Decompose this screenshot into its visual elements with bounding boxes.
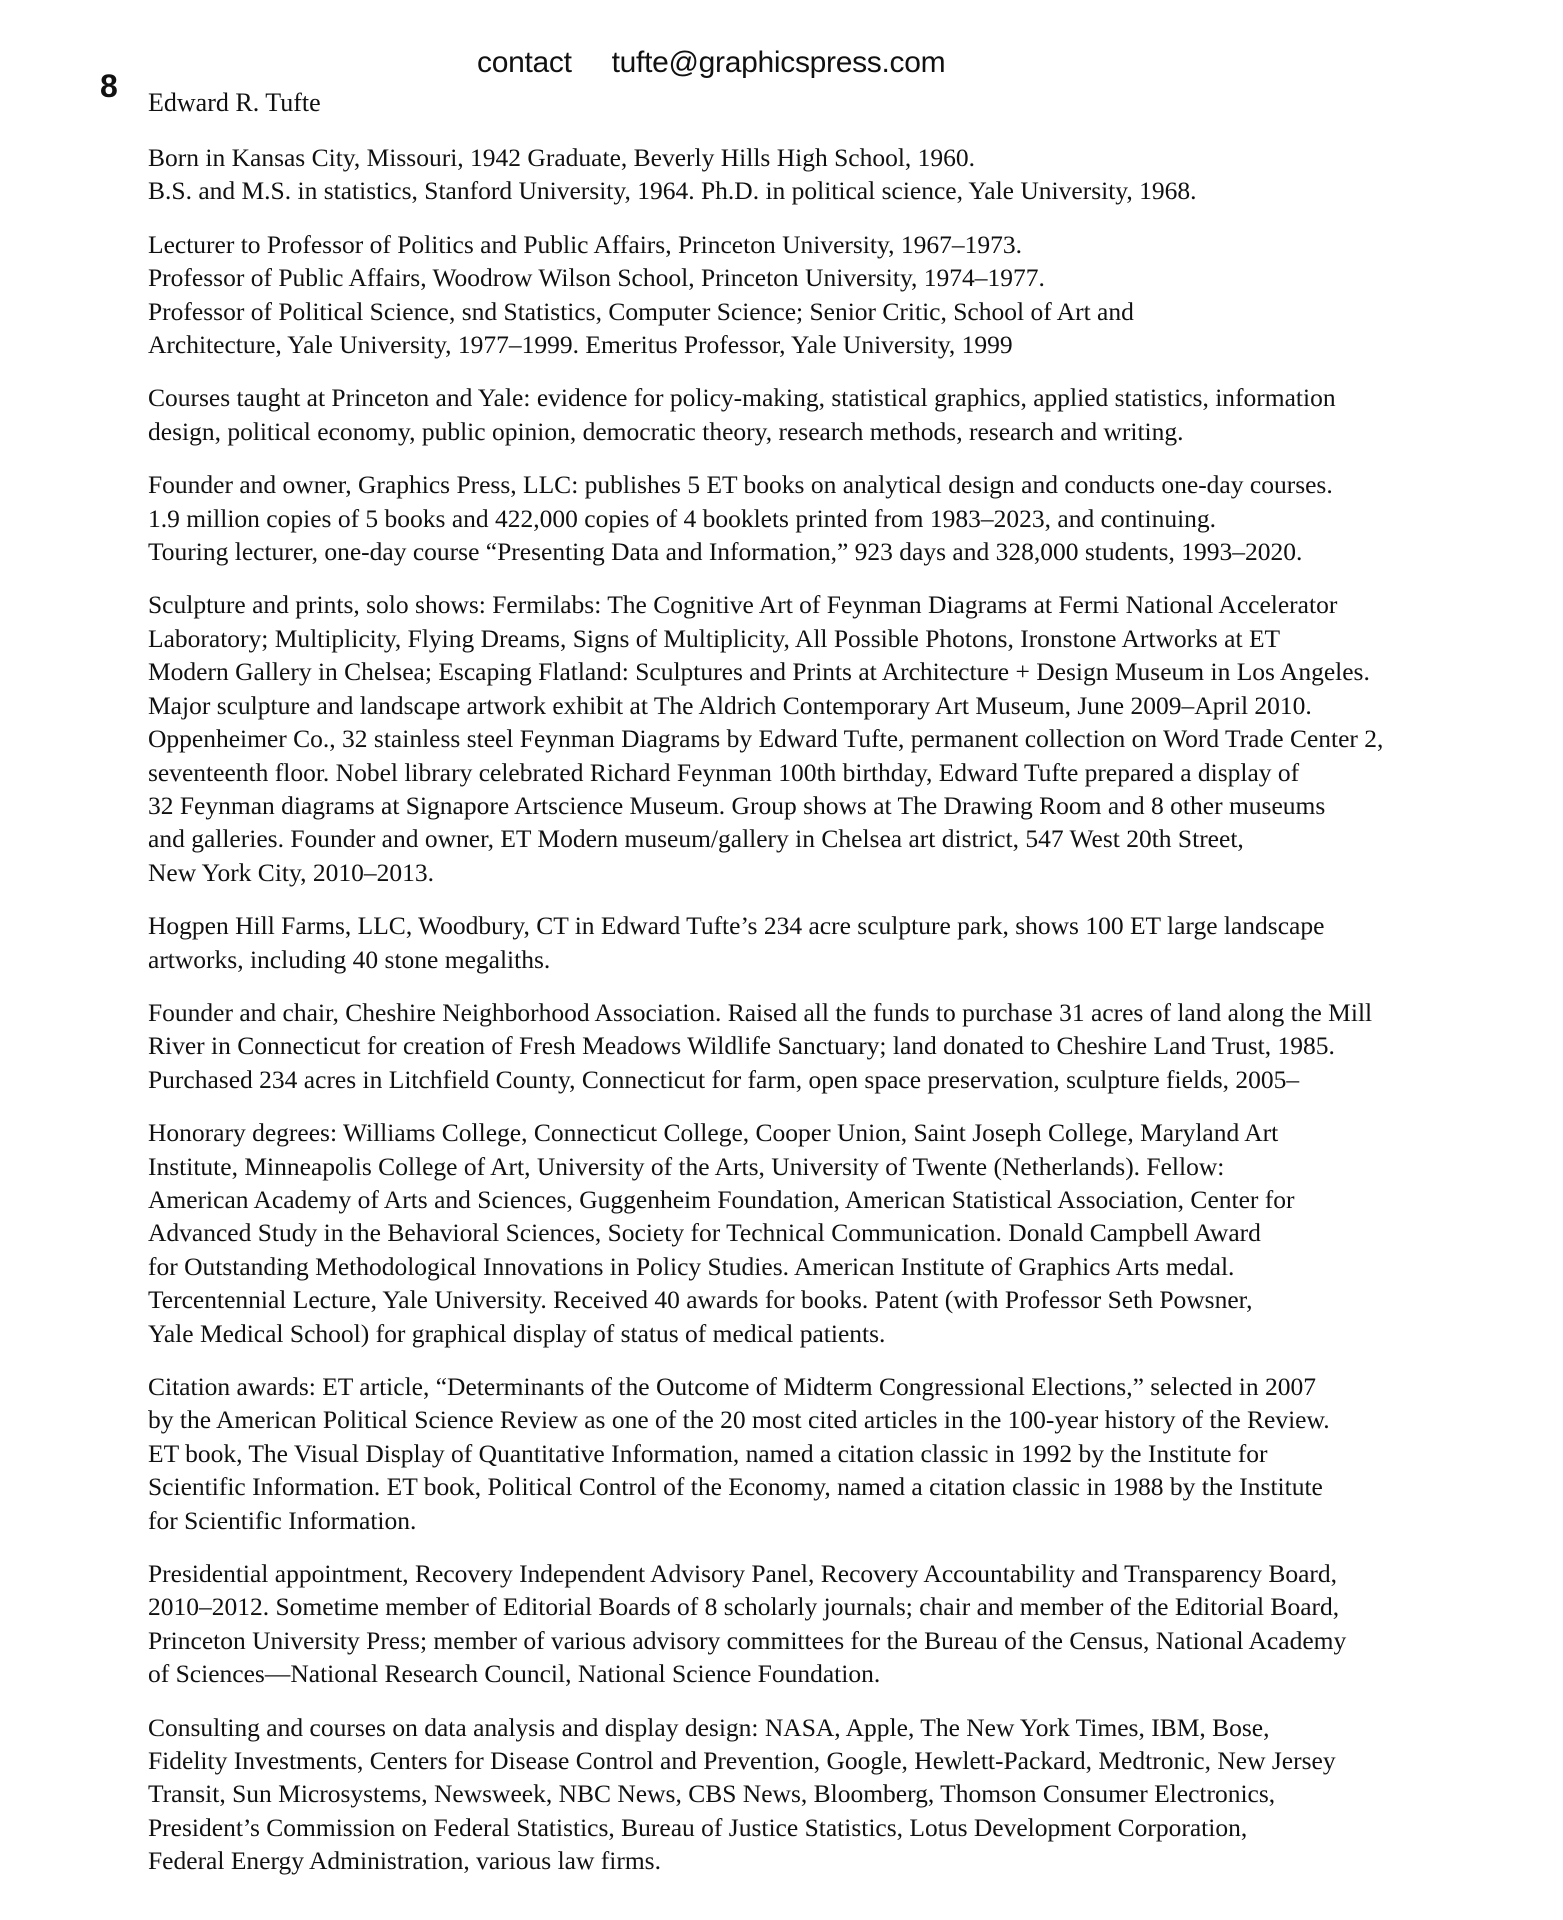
text-line: Founder and chair, Cheshire Neighborhood Association. Raised all the funds to purchase 31 acres of land along the Mill	[148, 997, 1373, 1027]
text-line: Hogpen Hill Farms, LLC, Woodbury, CT in Edward Tufte’s 234 acre sculpture park, shows 100 ET large landscape	[148, 911, 1325, 941]
paragraph-academic-positions	[148, 228, 1548, 362]
text-line: Professor of Political Science, snd Statistics, Computer Science; Senior Critic, School of Art and	[148, 296, 1134, 326]
text-line: by the American Political Science Review as one of the 20 most cited articles in the 100-year history of the Review.	[148, 1405, 1330, 1435]
text-line: Sculpture and prints, solo shows: Fermilabs: The Cognitive Art of Feynman Diagrams at Fermi National Accelerator	[148, 590, 1338, 620]
text-line: Honorary degrees: Williams College, Connecticut College, Cooper Union, Saint Joseph College, Maryland Art	[148, 1118, 1279, 1148]
text-line: 2010–2012. Sometime member of Editorial Boards of 8 scholarly journals; chair and member of the Editorial Board,	[148, 1592, 1340, 1622]
paragraph-consulting	[148, 1711, 1548, 1878]
text-line: Purchased 234 acres in Litchfield County, Connecticut for farm, open space preservation, sculpture fields, 2005–	[148, 1064, 1300, 1094]
paragraph-presidential-appointment	[148, 1557, 1548, 1691]
text-line: ET book, The Visual Display of Quantitative Information, named a citation classic in 1992 by the Institute for	[148, 1438, 1268, 1468]
text-line: Oppenheimer Co., 32 stainless steel Feynman Diagrams by Edward Tufte, permanent collection on Word Trade Center 2,	[148, 724, 1384, 754]
text-line: Tercentennial Lecture, Yale University. Received 40 awards for books. Patent (with Professor Seth Powsner,	[148, 1285, 1253, 1315]
text-line: Touring lecturer, one-day course “Presenting Data and Information,” 923 days and 328,000 students, 1993–2020.	[148, 537, 1303, 567]
text-line: Modern Gallery in Chelsea; Escaping Flatland: Sculptures and Prints at Architecture + Design Museum in Los Angeles.	[148, 657, 1370, 687]
text-line: Scientific Information. ET book, Political Control of the Economy, named a citation classic in 1988 by the Institute	[148, 1472, 1323, 1502]
text-line: Federal Energy Administration, various law firms.	[148, 1846, 661, 1876]
text-line: River in Connecticut for creation of Fresh Meadows Wildlife Sanctuary; land donated to Cheshire Land Trust, 1985.	[148, 1031, 1335, 1061]
text-line: Born in Kansas City, Missouri, 1942 Graduate, Beverly Hills High School, 1960.	[148, 143, 976, 172]
text-line: artworks, including 40 stone megaliths.	[148, 944, 551, 974]
text-line: Citation awards: ET article, “Determinants of the Outcome of Midterm Congressional Elections,” selected in 2007	[148, 1372, 1316, 1401]
text-line: Lecturer to Professor of Politics and Public Affairs, Princeton University, 1967–1973.	[148, 229, 1022, 259]
text-line: Laboratory; Multiplicity, Flying Dreams, Signs of Multiplicity, All Possible Photons, Ironstone Artworks at ET	[148, 623, 1281, 653]
paragraph-education	[148, 141, 1548, 208]
text-line: Courses taught at Princeton and Yale: evidence for policy-making, statistical graphics, applied statistics, information	[148, 383, 1336, 413]
text-line: Presidential appointment, Recovery Independent Advisory Panel, Recovery Accountability and Transparency Board,	[148, 1559, 1338, 1589]
paragraph-citation-awards	[148, 1370, 1548, 1537]
text-line: 1.9 million copies of 5 books and 422,000 copies of 4 booklets printed from 1983–2023, and continuing.	[148, 503, 1217, 533]
text-line: for Outstanding Methodological Innovations in Policy Studies. American Institute of Graphics Arts medal.	[148, 1251, 1235, 1281]
text-line: Professor of Public Affairs, Woodrow Wilson School, Princeton University, 1974–1977.	[148, 263, 1045, 293]
contact-email: tufte@graphicspress.com	[611, 46, 946, 79]
text-line: for Scientific Information.	[148, 1505, 417, 1535]
paragraph-graphics-press	[148, 468, 1548, 568]
paragraph-hogpen-hill-farms	[148, 909, 1548, 976]
text-line: Transit, Sun Microsystems, Newsweek, NBC News, CBS News, Bloomberg, Thomson Consumer Electronics,	[148, 1779, 1276, 1809]
text-line: and galleries. Founder and owner, ET Modern museum/gallery in Chelsea art district, 547 West 20th Street,	[148, 824, 1244, 854]
text-line: seventeenth floor. Nobel library celebrated Richard Feynman 100th birthday, Edward Tufte prepared a display of	[148, 757, 1300, 787]
text-line: Founder and owner, Graphics Press, LLC: publishes 5 ET books on analytical design and conducts one-day courses.	[148, 470, 1333, 500]
text-line: Major sculpture and landscape artwork exhibit at The Aldrich Contemporary Art Museum, June 2009–April 2010.	[148, 690, 1312, 720]
text-line: Advanced Study in the Behavioral Sciences, Society for Technical Communication. Donald Campbell Award	[148, 1218, 1261, 1248]
paragraph-honorary-degrees	[148, 1116, 1548, 1350]
text-line: Yale Medical School) for graphical display of status of medical patients.	[148, 1318, 886, 1348]
text-line: Architecture, Yale University, 1977–1999. Emeritus Professor, Yale University, 1999	[148, 330, 1013, 360]
text-line: Consulting and courses on data analysis and display design: NASA, Apple, The New York Times, IBM, Bose,	[148, 1712, 1270, 1742]
text-line: of Sciences—National Research Council, National Science Foundation.	[148, 1659, 881, 1689]
text-line: Fidelity Investments, Centers for Disease Control and Prevention, Google, Hewlett-Packard, Medtronic, New Jersey	[148, 1746, 1336, 1776]
text-line: Princeton University Press; member of various advisory committees for the Bureau of the Census, National Academy	[148, 1625, 1347, 1655]
cv-body	[148, 141, 1548, 1898]
text-line: New York City, 2010–2013.	[148, 857, 434, 887]
text-line: Institute, Minneapolis College of Art, University of the Arts, University of Twente (Netherlands). Fellow:	[148, 1151, 1225, 1181]
paragraph-cheshire-association	[148, 996, 1548, 1096]
contact-label: contact	[477, 46, 572, 79]
contact-line	[477, 46, 945, 80]
text-line: B.S. and M.S. in statistics, Stanford University, 1964. Ph.D. in political science, Yale University, 1968.	[148, 176, 1197, 206]
paragraph-courses-taught	[148, 381, 1548, 448]
text-line: President’s Commission on Federal Statistics, Bureau of Justice Statistics, Lotus Development Corporation,	[148, 1812, 1248, 1842]
text-line: 32 Feynman diagrams at Signapore Artscience Museum. Group shows at The Drawing Room and 8 other museums	[148, 790, 1326, 820]
person-name: Edward R. Tufte	[148, 88, 321, 117]
paragraph-sculpture-and-prints	[148, 588, 1548, 889]
text-line: American Academy of Arts and Sciences, Guggenheim Foundation, American Statistical Association, Center for	[148, 1184, 1295, 1214]
text-line: design, political economy, public opinion, democratic theory, research methods, research and writing.	[148, 416, 1184, 446]
page-number: 8	[100, 68, 118, 104]
